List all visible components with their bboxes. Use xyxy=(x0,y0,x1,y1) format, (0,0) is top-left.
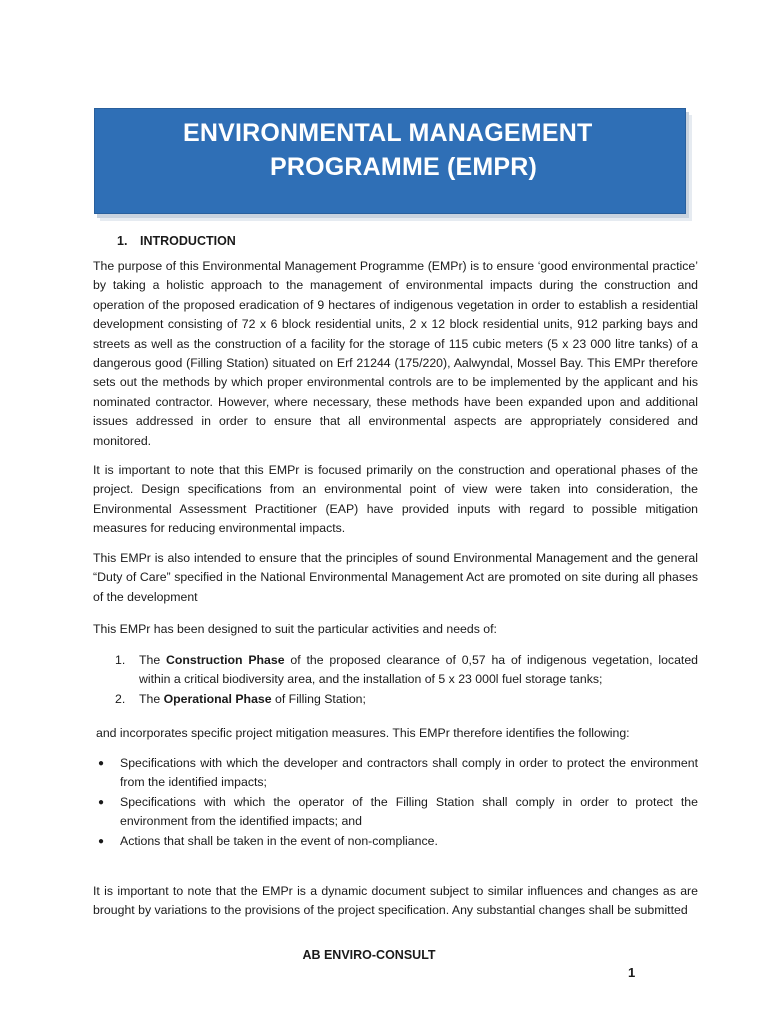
phase-name: Operational Phase xyxy=(163,691,272,706)
requirements-list xyxy=(93,754,698,851)
section-number: 1. xyxy=(117,234,128,248)
intro-paragraph-4: This EMPr has been designed to suit the particular activities and needs of: xyxy=(93,622,497,636)
footer-company: AB ENVIRO-CONSULT xyxy=(302,948,436,962)
list-text: Specifications with which the operator of the Filling Station shall comply in order to protect the environment from the identified impacts; and xyxy=(120,794,698,829)
phases-list xyxy=(93,651,698,709)
bullet-icon: ● xyxy=(98,758,105,769)
intro-paragraph-3: This EMPr is also intended to ensure that the principles of sound Environmental Management and the general “Duty of Care” specified in the National Environmental Management Act are promoted on site during all phases of the development xyxy=(93,551,698,604)
section-title: INTRODUCTION xyxy=(140,234,236,248)
list-item xyxy=(93,690,698,709)
title-banner xyxy=(94,108,686,214)
page-number: 1 xyxy=(628,965,636,980)
list-item xyxy=(93,832,698,851)
list-item xyxy=(93,793,698,832)
list-item xyxy=(93,754,698,793)
page-footer xyxy=(0,948,770,962)
title-line-1: ENVIRONMENTAL MANAGEMENT xyxy=(183,119,593,147)
intro-paragraph-6: It is important to note that the EMPr is a dynamic document subject to similar influences and changes as are brought by variations to the provisions of the project specification. Any substantial changes shall be submitted xyxy=(93,884,698,918)
list-marker: 1. xyxy=(115,653,126,667)
list-text: of the proposed clearance of 0,57 ha of indigenous vegetation, located within a critical biodiversity area, and the installation of 5 x 23 000l fuel storage tanks; xyxy=(139,653,698,687)
list-text: of Filling Station; xyxy=(271,691,366,706)
list-item xyxy=(93,651,698,690)
list-text: Specifications with which the developer and contractors shall comply in order to protect the environment from the identified impacts; xyxy=(120,756,698,790)
intro-paragraph-1: The purpose of this Environmental Management Programme (EMPr) is to ensure ‘good environmental practice’ by taking a holistic approach to the management of environmental impacts during the construction and operation of the proposed eradication of 9 hectares of indigenous vegetation in order to establish a residential development consisting of 72 x 6 block residential units, 2 x 12 block residential units, 912 parking bays and streets as well as the construction of a facility for the storage of 115 cubic meters (5 x 23 000 litre tanks) of a dangerous good (Filling Station) situated on Erf 21244 (175/220), Aalwyndal, Mossel Bay. This EMPr therefore sets out the methods by which proper environmental controls are to be implemented by the applicant and his nominated contractor. However, where necessary, these methods have been expanded upon and additional issues addressed in order to ensure that all environmental aspects are appropriately considered and monitored. xyxy=(93,259,698,448)
title-line-2: PROGRAMME (EMPR) xyxy=(270,153,538,181)
list-text: The xyxy=(139,691,164,706)
intro-paragraph-2: It is important to note that this EMPr is focused primarily on the construction and operational phases of the project. Design specifications from an environmental point of view were taken into consideration, the Environmental Assessment Practitioner (EAP) have provided inputs with regard to possible mitigation measures for reducing environmental impacts. xyxy=(93,463,698,536)
list-text: Actions that shall be taken in the event of non-compliance. xyxy=(120,833,438,848)
section-heading xyxy=(117,234,236,248)
list-marker: 2. xyxy=(115,691,126,706)
list-text: The xyxy=(139,653,167,667)
intro-paragraph-5: and incorporates specific project mitigation measures. This EMPr therefore identifies the following: xyxy=(96,726,630,740)
bullet-icon: ● xyxy=(98,835,105,847)
phase-name: Construction Phase xyxy=(166,653,285,667)
bullet-icon: ● xyxy=(98,796,105,808)
